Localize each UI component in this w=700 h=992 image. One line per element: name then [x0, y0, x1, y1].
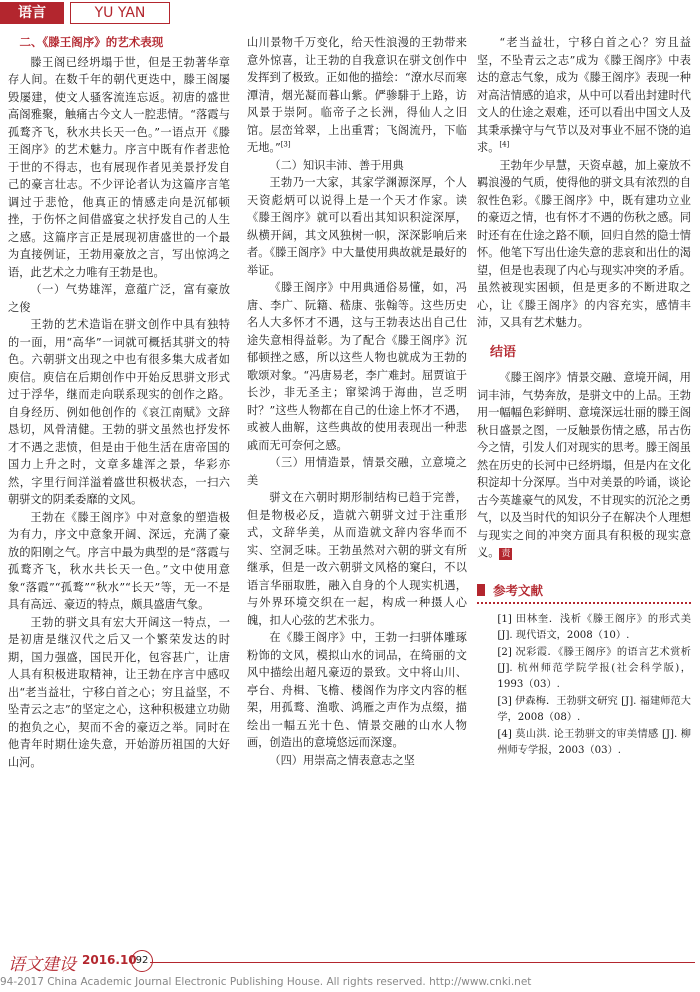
- reference-item: [1] 田林奎．浅析《滕王阁序》的形式美 [J]. 现代语文，2008（10）.: [497, 614, 691, 641]
- bar-icon: [477, 584, 485, 596]
- subsection-title: （四）用崇高之情表意志之坚: [269, 753, 415, 767]
- journal-logo: 语文建设: [8, 955, 76, 975]
- section-title: 二、《滕王阁序》的艺术表现: [19, 35, 164, 49]
- column-1: [8, 34, 230, 771]
- paragraph-text: 山川景物千万变化，给天性浪漫的王勃带来意外惊喜，让王勃的自我意识在骈文创作中发挥到了极致。正如他的描绘：“潦水尽而寒潭清，烟光凝而暮山紫。俨骖騑于上路，访风景于崇阿。临帝子之长洲，得仙人之旧馆。层峦耸翠，上出重霄；飞阁流丹，下临无地。”: [247, 36, 467, 154]
- copyright-line: 94-2017 China Academic Journal Electronic Publishing House. All rights reserved. http://www.cnki.net: [0, 976, 532, 988]
- page-footer: [0, 946, 700, 992]
- conclusion-text: 《滕王阁序》情景交融、意境开阔，用词丰沛，气势奔放，是骈文中的上品。王勃用一幅幅色彩鲜明、意境深远壮丽的滕王阁秋日盛景之图，一反触景伤情之感，吊古伤今之情，引发人们对现实的思考。滕王阁虽然在历史的长河中已经坍塌，但是内在文化积淀却十分深厚。当中对美景的吟诵，谈论古今英雄豪气的风发，不甘现实的沉沦之勇气，以及当时代的知识分子在解决个人理想与现实之间的冲突方面具有积极的现实意义。: [477, 371, 691, 559]
- paragraph: [477, 34, 691, 157]
- references-title: [477, 582, 691, 605]
- subsection-title: （二）知识丰沛、善于用典: [269, 158, 404, 172]
- citation: [3]: [280, 140, 291, 149]
- paragraph: 王勃乃一大家，其家学渊源深厚，个人天资彪炳可以说得上是一个天才作家。读《滕王阁序》就可以看出其知识积淀深厚，纵横开阔，其文风独树一帜，深深影响后来者。《滕王阁序》中大量使用典故就是最好的举证。: [247, 176, 467, 277]
- footer-divider: [150, 962, 695, 963]
- paragraph: 王勃在《滕王阁序》中对意象的塑造极为有力，序文中意象开阔、深远，充满了豪放的阳刚之气。序言中最为典型的是“落霞与孤鹜齐飞，秋水共长天一色。”文中使用意象“落霞”“孤鹜”“秋水”“长天”等，无一不是具有高远、豪迈的特点，颇具盛唐气象。: [8, 510, 230, 611]
- conclusion-title: 结语: [490, 344, 517, 360]
- paragraph: 王勃的艺术造诣在骈文创作中具有独特的一面，用“高华”一词就可概括其骈文的特色。六朝骈文出现之中也有很多集大成者如庾信。庾信在后期创作中开始反思骈文形式过于浮华，继而走向联系现实的创作之路。自身经历、例如他创作的《哀江南赋》文辞恳切，风骨清健。王勃的骈文虽然也抒发怀才不遇之悲愤，但是由于他生活在唐帝国的国力上升之时，文章多雄浑之景，华彩亦然，字里行间洋溢着盛世积极状态，一扫六朝骈文的阴柔委靡的文风。: [8, 318, 230, 506]
- paragraph: 王勃的骈文具有宏大开阔这一特点，一是初唐是继汉代之后又一个繁荣发达的时期，国力强盛，国民开化，包容甚广，让唐人具有积极进取精神，让王勃在序言中感叹出“老当益壮，宁移白首之心；穷且益坚，不坠青云之志”的坚定之心，这种积极建立功勋的抱负之心，契而不舍的豪迈之举。同时在他青年时期仕途失意，开始游历祖国的大好山河。: [8, 615, 230, 769]
- section-tag: 语言: [0, 2, 64, 24]
- page-number: 92: [131, 950, 153, 972]
- reference-item: [2] 况彩霞．《滕王阁序》的语言艺术赏析 [J]. 杭州师范学院学报(社会科学版)，1993（03）.: [497, 647, 691, 690]
- reference-item: [4] 莫山洪. 论王勃骈文的审美情感 [J]. 柳州师专学报，2003（03）.: [497, 729, 691, 756]
- paragraph-text: “老当益壮，宁移白首之心？穷且益坚，不坠青云之志”成为《滕王阁序》中表达的意志气象，成为《滕王阁序》表现一种对高洁情感的追求，从中可以看出封建时代文人的仕途之艰难，还可以看出中国文人及其秉承操守与气节以及对事业不屈不饶的追求。: [477, 36, 691, 154]
- paragraph: [247, 34, 467, 157]
- subsection-title: （一）气势雄浑，意蕴广泛，富有豪放之俊: [8, 283, 230, 314]
- paragraph: 王勃年少早慧，天资卓越，加上豪放不羁浪漫的气质，使得他的骈文具有浓烈的自叙性色彩。《滕王阁序》中，既有建功立业的豪迈之情，也有怀才不遇的伤秋之感。同时还有在仕途之路不顺，回归自然的隐士情怀。他笔下写出仕途失意的悲哀和出仕的渴望，但是也表现了内心与现实冲突的矛盾。虽然被现实困顿，但是更多的不断进取之心，让《滕王阁序》的内容充实，感情丰沛，又具有艺术魅力。: [477, 158, 691, 329]
- column-2: [247, 34, 467, 769]
- issue-number: 2016.10: [82, 953, 137, 967]
- citation: [4]: [499, 140, 510, 149]
- reference-item: [3] 伊森梅．王勃骈文研究 [J]. 福建师范大学，2008（08）.: [497, 696, 691, 723]
- paragraph: 《滕王阁序》中用典通俗易懂，如，冯唐、李广、阮籍、嵇康、张翰等。这些历史名人大多怀才不遇，这与王勃表达出自己仕途失意相得益彰。为了配合《滕王阁序》沉郁顿挫之感，所以这些人物也就成为王勃的歌颂对象。“冯唐易老，李广难封。屈贾谊于长沙，非无圣主；窜梁鸿于海曲，岂乏明时？”这些人物都在自己的仕途上怀才不遇，或被人曲解，这些典故的使用表现出一种悲戚而无可奈何之感。: [247, 281, 467, 452]
- end-mark-icon: 责: [501, 549, 511, 559]
- subsection-title: （三）用情造景，情景交融，立意境之美: [247, 456, 467, 487]
- paragraph: 在《滕王阁序》中，王勃一扫骈体雕琢粉饰的文风，模拟山水的词品，在绮丽的文风中描绘出超凡豪迈的景致。文中将山川、亭台、舟楫、飞檐、楼阁作为序文内容的框架，用孤鹜、渔歌、鸿雁之声作为点缀，描绘出一幅五光十色、情景交融的山水人物画，创造出的意境悠远而深邃。: [247, 631, 467, 749]
- page-header: [0, 0, 700, 26]
- references-title-text: 参考文献: [493, 582, 544, 598]
- column-3: [477, 34, 691, 760]
- section-tag-english: YU YAN: [70, 2, 170, 24]
- references-list: [477, 612, 691, 759]
- paragraph: 滕王阁已经坍塌于世，但是王勃著华章存人间。在数千年的朝代更迭中，滕王阁屡毁屡建，使文人骚客流连忘返。初唐的盛世高阁雅聚，触痛古今文人一腔悲情。“落霞与孤鹜齐飞，秋水共长天一色。”一语点开《滕王阁序》的艺术魅力。序言中既有作者悲怆于世的不得志，也有展现作者见美景抒发自己的豪言壮志。不少评论者认为这篇序言笔调过于悲怆，他真正的情感走向是沉郁顿挫，于伤怀之间借盛宴之状抒发自己的人生之感。这篇序言正是展现初唐盛世的一个最为直接例证，王勃用豪放之言，写出惊鸿之语，此艺术之力唯有王勃是也。: [8, 55, 230, 279]
- paragraph: [477, 369, 691, 562]
- paragraph: 骈文在六朝时期形制结构已趋于完善，但是物极必反，造就六朝骈文过于注重形式，文辞华美，从而造就文辞内容华而不实、空洞乏味。王勃虽然对六朝的骈文有所继承，但是一改六朝骈文风格的窠臼，不以语言华丽取胜，融入自身的个人现实机遇，与外界环境交织在一起，构成一种摄人心魄，扣人心弦的艺术张力。: [247, 491, 467, 627]
